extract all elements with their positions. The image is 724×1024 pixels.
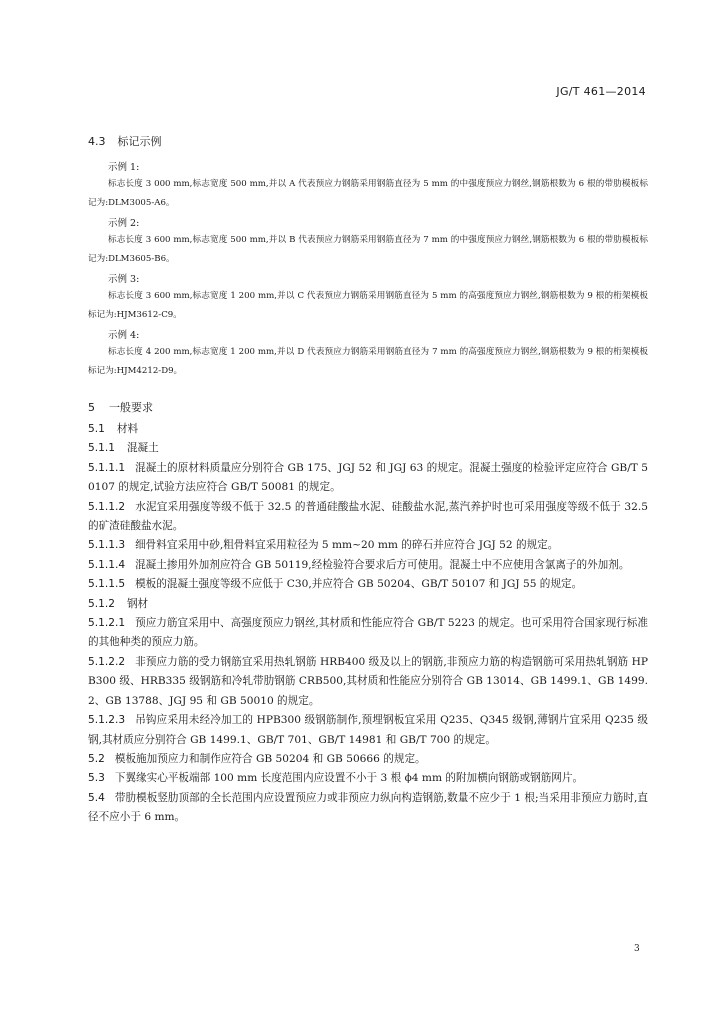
- clause-5-4: [88, 789, 648, 828]
- clause-5-1-1-heading: [88, 439, 648, 458]
- example-label: 示例 3:: [108, 274, 140, 285]
- section-title: 一般要求: [109, 401, 153, 414]
- marking-examples: [88, 160, 648, 384]
- clause-text: 吊钩应采用未经冷加工的 HPB300 级钢筋制作,预埋钢板宜采用 Q235、Q345 级钢,薄钢片宜采用 Q235 级钢,其材质应分别符合 GB 1499.1、GB/T 701、GB/T 14981 和 GB/T 700 的规定。: [88, 714, 648, 746]
- clause-title: 混凝土: [126, 442, 159, 455]
- clause-number: 5.1.1.1: [88, 461, 126, 474]
- clause-title: 材料: [116, 423, 139, 435]
- example-label: 示例 2:: [108, 218, 140, 229]
- clause-5-1-1-4: [88, 556, 648, 575]
- clause-text: 混凝土掺用外加剂应符合 GB 50119,经检验符合要求后方可使用。混凝土中不应使用含氯离子的外加剂。: [135, 558, 630, 571]
- clause-text: 下翼缘实心平板端部 100 mm 长度范围内应设置不小于 3 根 ϕ4 mm 的附加横向钢筋或钢筋网片。: [114, 772, 584, 785]
- example-label: 示例 4:: [108, 330, 140, 341]
- section-number: 4.3: [88, 135, 106, 148]
- clause-5-3: [88, 769, 648, 788]
- clause-number: 5.1: [88, 423, 105, 435]
- clause-text: 预应力筋宜采用中、高强度预应力钢丝,其材质和性能应符合 GB/T 5223 的规定。也可采用符合国家现行标准的其他种类的预应力筋。: [88, 617, 648, 649]
- example-text: 标志长度 4 200 mm,标志宽度 1 200 mm,并以 D 代表预应力钢筋采用钢筋直径为 7 mm 的高强度预应力钢丝,钢筋根数为 9 根的桁架模板标记为:HJM4212-D9。: [88, 347, 648, 376]
- clause-5-1-1-1: [88, 459, 648, 498]
- example-text: 标志长度 3 600 mm,标志宽度 1 200 mm,并以 C 代表预应力钢筋采用钢筋直径为 5 mm 的高强度预应力钢丝,钢筋根数为 9 根的桁架模板标记为:HJM3612-C9。: [88, 291, 648, 320]
- clause-5-1-heading: [88, 420, 648, 439]
- clause-5-1-1-2: [88, 498, 648, 537]
- clause-text: 模板的混凝土强度等级不应低于 C30,并应符合 GB 50204、GB/T 50107 和 JGJ 55 的规定。: [135, 578, 583, 591]
- clause-number: 5.1.1.3: [88, 539, 126, 552]
- clause-text: 非预应力筋的受力钢筋宜采用热轧钢筋 HRB400 级及以上的钢筋,非预应力筋的构造钢筋可采用热轧钢筋 HPB300 级、HRB335 级钢筋和冷轧带肋钢筋 CRB500,其材质和性能应分别符合 GB 13014、GB 1499.1、GB 1499.2、GB 13788、JGJ 95 和 GB 50010 的规定。: [88, 655, 648, 707]
- clause-number: 5.1.1: [88, 442, 115, 455]
- standard-number: JG/T 461—2014: [556, 85, 646, 98]
- clause-5-2: [88, 750, 648, 769]
- clause-text: 细骨料宜采用中砂,粗骨料宜采用粒径为 5 mm~20 mm 的碎石并应符合 JGJ 52 的规定。: [135, 539, 559, 552]
- clause-number: 5.1.1.2: [88, 500, 126, 513]
- section-number: 5: [88, 401, 95, 414]
- section-4-3-heading: [88, 133, 162, 149]
- clause-number: 5.1.2.1: [88, 617, 126, 630]
- clause-number: 5.1.2.3: [88, 714, 126, 727]
- section-5-body: [88, 420, 648, 828]
- example-text: 标志长度 3 000 mm,标志宽度 500 mm,并以 A 代表预应力钢筋采用钢筋直径为 5 mm 的中强度预应力钢丝,钢筋根数为 6 根的带肋模板标记为:DLM3005-A6。: [88, 179, 648, 208]
- clause-number: 5.3: [88, 772, 105, 785]
- page-number: 3: [634, 944, 640, 954]
- clause-number: 5.4: [88, 791, 105, 804]
- clause-5-1-2-heading: [88, 595, 648, 614]
- clause-number: 5.2: [88, 752, 105, 765]
- section-5-heading: [88, 399, 153, 415]
- clause-text: 带肋模板竖肋顶部的全长范围内应设置预应力或非预应力纵向构造钢筋,数量不应少于 1 根;当采用非预应力筋时,直径不应小于 6 mm。: [88, 791, 648, 824]
- clause-number: 5.1.2.2: [88, 655, 126, 668]
- clause-5-1-1-3: [88, 536, 648, 555]
- clause-number: 5.1.1.5: [88, 578, 126, 591]
- clause-number: 5.1.1.4: [88, 558, 126, 571]
- clause-number: 5.1.2: [88, 597, 115, 610]
- example-label: 示例 1:: [108, 162, 140, 173]
- clause-5-1-2-2: [88, 653, 648, 711]
- clause-title: 钢材: [126, 597, 149, 610]
- example-text: 标志长度 3 600 mm,标志宽度 500 mm,并以 B 代表预应力钢筋采用钢筋直径为 7 mm 的中强度预应力钢丝,钢筋根数为 6 根的带肋模板标记为:DLM3605-B6。: [88, 235, 648, 264]
- clause-text: 模板施加预应力和制作应符合 GB 50204 和 GB 50666 的规定。: [114, 752, 426, 765]
- clause-text: 混凝土的原材料质量应分别符合 GB 175、JGJ 52 和 JGJ 63 的规定。混凝土强度的检验评定应符合 GB/T 50107 的规定,试验方法应符合 GB/T 50081 的规定。: [88, 461, 648, 494]
- section-title: 标记示例: [117, 135, 162, 148]
- clause-text: 水泥宜采用强度等级不低于 32.5 的普通硅酸盐水泥、硅酸盐水泥,蒸汽养护时也可采用强度等级不低于 32.5 的矿渣硅酸盐水泥。: [88, 500, 648, 533]
- clause-5-1-2-1: [88, 614, 648, 653]
- clause-5-1-1-5: [88, 575, 648, 594]
- clause-5-1-2-3: [88, 711, 648, 750]
